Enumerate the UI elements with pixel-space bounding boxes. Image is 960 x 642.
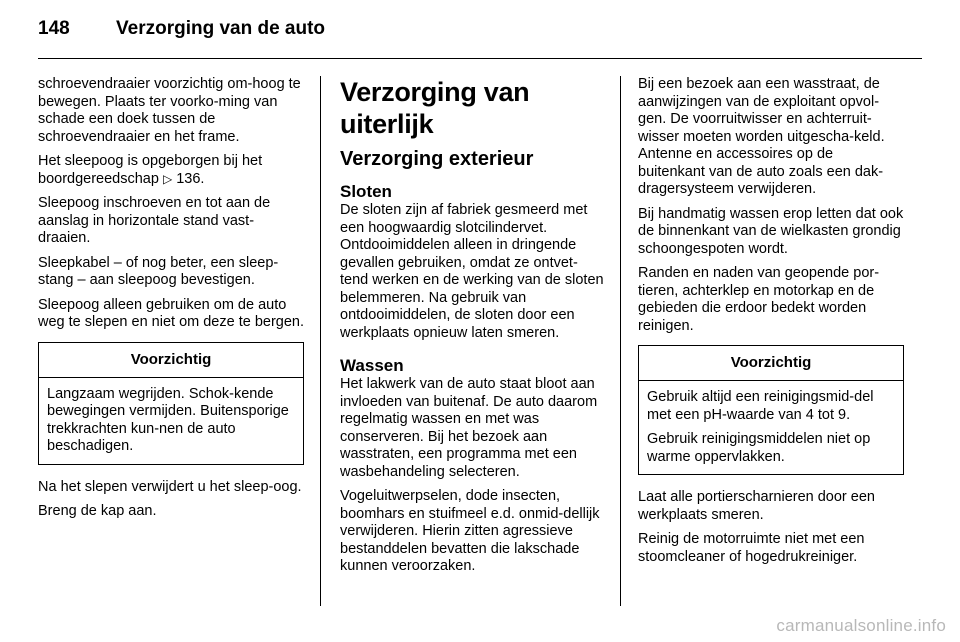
header-rule: [38, 58, 922, 59]
caution-box: [38, 342, 304, 465]
paragraph: schroevendraaier voorzichtig om-hoog te bewegen. Plaats ter voorko-ming van schade een doek tussen de schroevendraaier en het frame.: [38, 76, 301, 145]
column-right: [638, 76, 904, 573]
page-title: Verzorging van de auto: [116, 18, 326, 39]
topic-heading-washing: Wassen: [340, 356, 404, 375]
caution-box: [638, 345, 904, 475]
page-reference-icon[interactable]: ▷: [162, 171, 173, 186]
caution-text: Gebruik reinigingsmiddelen niet op warme oppervlakken.: [647, 431, 871, 465]
paragraph: Bij handmatig wassen erop letten dat ook de binnenkant van de wielkasten grondig schoongespoten wordt.: [638, 205, 904, 257]
column-divider-2: [620, 76, 621, 606]
column-divider-1: [320, 76, 321, 606]
caution-body: [639, 381, 903, 474]
caution-title: Voorzichtig: [639, 346, 903, 381]
page-number: 148: [38, 18, 70, 39]
topic-heading-locks: Sloten: [340, 182, 392, 201]
paragraph: De sloten zijn af fabriek gesmeerd met een hoogwaardig slotcilindervet. Ontdooimiddelen alleen in dringende gevallen gebruiken, omdat ze ontvet-tend werken en de werking van de sloten belemmeren. Na gebruik van ontdooimiddelen, de sloten door een werkplaats opnieuw laten smeren.: [340, 202, 604, 341]
paragraph: Sleepoog inschroeven en tot aan de aanslag in horizontale stand vast-draaien.: [38, 195, 271, 246]
paragraph-text: Het sleepoog is opgeborgen bij het boordgereedschap: [38, 153, 263, 187]
page-reference[interactable]: 136.: [176, 170, 205, 187]
paragraph: Reinig de motorruimte niet met een stoomcleaner of hogedrukreiniger.: [638, 531, 865, 565]
paragraph: Sleepkabel – of nog beter, een sleep-stang – aan sleepoog bevestigen.: [38, 254, 279, 288]
subsection-heading: Verzorging exterieur: [340, 148, 534, 170]
page-header: [38, 18, 325, 48]
paragraph: Het lakwerk van de auto staat bloot aan invloeden van buitenaf. De auto daarom regelmatig wassen en met was conserveren. Bij het bezoek aan wasstraten, een programma met een wasbehandeling selecteren.: [340, 376, 598, 480]
paragraph: Laat alle portierscharnieren door een werkplaats smeren.: [638, 489, 875, 523]
caution-body: [39, 378, 303, 464]
paragraph: Randen en naden van geopende por-tieren, achterklep en motorkap en de gebieden die erdoor bedekt worden reinigen.: [638, 265, 880, 334]
watermark: carmanualsonline.info: [776, 616, 946, 635]
paragraph: Breng de kap aan.: [38, 503, 157, 519]
column-left: [38, 76, 304, 528]
caution-text: Gebruik altijd een reinigingsmid-del met een pH-waarde van 4 tot 9.: [647, 389, 874, 423]
paragraph: Sleepoog alleen gebruiken om de auto weg te slepen en niet om deze te bergen.: [38, 296, 305, 330]
caution-title: Voorzichtig: [39, 343, 303, 378]
caution-text: Langzaam wegrijden. Schok-kende bewegingen vermijden. Buitensporige trekkrachten kun-nen de auto beschadigen.: [47, 385, 289, 454]
section-heading: Verzorging van uiterlijk: [340, 77, 530, 139]
paragraph: Bij een bezoek aan een wasstraat, de aanwijzingen van de exploitant opvol-gen. De voorruitwisser en achterruit-wisser moeten worden uitgescha-keld. Antenne en accessoires op de buitenkant van de auto zoals een dak-dragersysteem verwijderen.: [638, 76, 885, 197]
paragraph: Na het slepen verwijdert u het sleep-oog.: [38, 478, 302, 495]
paragraph-toolkit: [38, 153, 304, 188]
column-middle: [340, 76, 605, 583]
paragraph: Vogeluitwerpselen, dode insecten, boomhars en stuifmeel e.d. onmid-dellijk verwijderen. Hierin zitten agressieve bestanddelen bevatten die lakschade kunnen veroorzaken.: [340, 488, 600, 574]
